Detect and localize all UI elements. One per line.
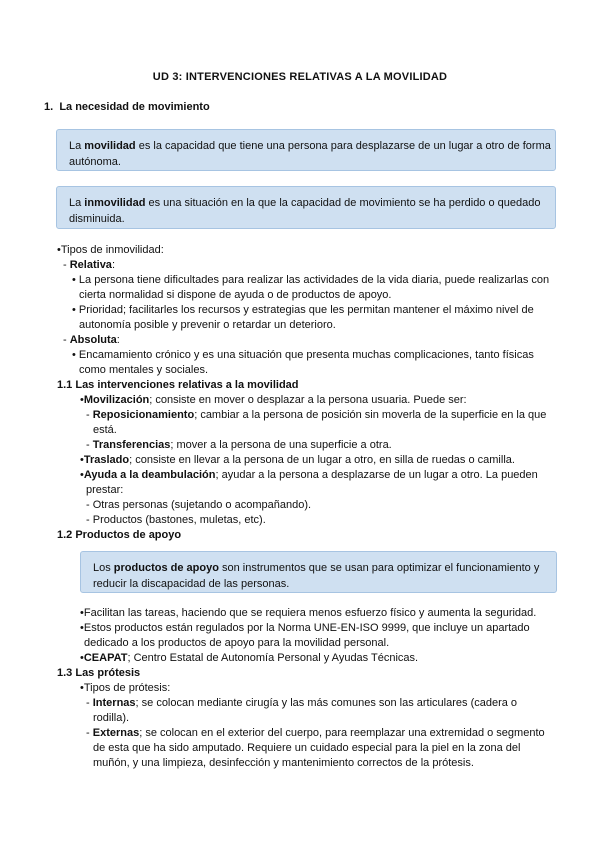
document-title: UD 3: INTERVENCIONES RELATIVAS A LA MOVILIDAD xyxy=(152,71,448,83)
list-item-label: Transferencias xyxy=(92,439,171,451)
list-item: - Otras personas (sujetando o acompañando). xyxy=(86,499,312,511)
list-item-text: Productos (bastones, muletas, etc). xyxy=(92,514,266,526)
list-item-continuation: de esta que ha sido amputado. Requiere un cuidado especial para la piel en la zona del xyxy=(93,742,521,754)
list-item-label: Movilización xyxy=(83,394,150,406)
list-item: - Productos (bastones, muletas, etc). xyxy=(86,514,266,526)
definition-line-2: disminuida. xyxy=(69,213,125,225)
list-item: • Encamamiento crónico y es una situación que presenta muchas complicaciones, tanto físicas xyxy=(72,349,534,361)
list-item-text: ; mover a la persona de una superficie a otra. xyxy=(170,439,392,451)
list-item: • La persona tiene dificultades para realizar las actividades de la vida diaria, puede realizarlas con xyxy=(72,274,550,286)
list-item: - Relativa: xyxy=(63,259,115,271)
list-item-text: La persona tiene dificultades para realizar las actividades de la vida diaria, puede realizarlas con xyxy=(78,274,550,286)
list-item-text: ; consiste en llevar a la persona de un lugar a otro, en silla de ruedas o camilla. xyxy=(129,454,515,466)
definition-line-1 xyxy=(93,560,544,576)
list-item-continuation: dedicado a los productos de apoyo para la movilidad personal. xyxy=(84,637,390,649)
list-item-continuation: está. xyxy=(93,424,117,436)
list-item-label: Internas xyxy=(92,697,136,709)
list-item: •Estos productos están regulados por la Norma UNE-EN-ISO 9999, que incluye un apartado xyxy=(80,622,530,634)
list-item-text: Facilitan las tareas, haciendo que se requiera menos esfuerzo físico y aumenta la seguridad. xyxy=(83,607,537,619)
list-item-text: Estos productos están regulados por la Norma UNE-EN-ISO 9999, que incluye un apartado xyxy=(83,622,530,634)
list-item-label: Reposicionamiento xyxy=(92,409,195,421)
list-item-text: : xyxy=(116,334,120,346)
section-1-heading xyxy=(44,101,210,113)
definition-term: inmovilidad xyxy=(84,197,146,209)
list-item-label: Absoluta xyxy=(69,334,117,346)
list-item-label: Relativa xyxy=(69,259,112,271)
definition-text: es una situación en la que la capacidad de movimiento se ha perdido o quedado xyxy=(145,197,541,209)
list-item: - Absoluta: xyxy=(63,334,120,346)
definition-line-2: reducir la discapacidad de las personas. xyxy=(93,578,290,590)
definition-line-2: autónoma. xyxy=(69,156,121,168)
list-item: • Prioridad; facilitarles los recursos y estrategias que les permitan mantener el máximo nivel de xyxy=(72,304,534,316)
list-item: •Ayuda a la deambulación; ayudar a la persona a desplazarse de un lugar a otro. La pueden xyxy=(80,469,538,481)
list-item-continuation: rodilla). xyxy=(93,712,130,724)
list-item: •CEAPAT; Centro Estatal de Autonomía Personal y Ayudas Técnicas. xyxy=(80,652,419,664)
list-item-text: Tipos de prótesis: xyxy=(83,682,171,694)
definition-pre: La xyxy=(69,140,85,152)
list-item: - Reposicionamiento; cambiar a la persona de posición sin moverla de la superficie en la que xyxy=(86,409,547,421)
list-item-label: Ayuda a la deambulación xyxy=(83,469,216,481)
list-item-label: Externas xyxy=(92,727,140,739)
list-item-text: ; se colocan mediante cirugía y las más comunes son las articulares (cadera o xyxy=(135,697,518,709)
list-item-text: Prioridad; facilitarles los recursos y estrategias que les permitan mantener el máximo nivel de xyxy=(78,304,534,316)
definition-term: movilidad xyxy=(84,140,136,152)
list-item-continuation: cierta normalidad si dispone de ayuda o de productos de apoyo. xyxy=(79,289,392,301)
definition-box-inmovilidad xyxy=(56,186,556,229)
list-item: •Traslado; consiste en llevar a la persona de un lugar a otro, en silla de ruedas o camilla. xyxy=(80,454,515,466)
list-item-text: ; consiste en mover o desplazar a la persona usuaria. Puede ser: xyxy=(149,394,467,406)
list-item-continuation: autonomía posible y prevenir o retardar un deterioro. xyxy=(79,319,336,331)
list-item: - Externas; se colocan en el exterior del cuerpo, para reemplazar una extremidad o segmento xyxy=(86,727,545,739)
definition-text: es la capacidad que tiene una persona para desplazarse de un lugar a otro de forma xyxy=(135,140,551,152)
section-1-1-heading: 1.1 Las intervenciones relativas a la movilidad xyxy=(57,379,299,391)
list-item-continuation: prestar: xyxy=(86,484,124,496)
definition-line-1 xyxy=(69,138,551,154)
section-1-number: 1. xyxy=(44,101,54,113)
definition-text: son instrumentos que se usan para optimizar el funcionamiento y xyxy=(218,562,540,574)
section-1-title: La necesidad de movimiento xyxy=(59,101,210,113)
list-item-text: ; cambiar a la persona de posición sin moverla de la superficie en la que xyxy=(194,409,547,421)
list-item-continuation: muñón, y una limpieza, desinfección y mantenimiento correctos de la prótesis. xyxy=(93,757,474,769)
list-item-label: CEAPAT xyxy=(83,652,128,664)
list-item-text: ; se colocan en el exterior del cuerpo, para reemplazar una extremidad o segmento xyxy=(139,727,545,739)
list-item: •Tipos de inmovilidad: xyxy=(57,244,164,256)
definition-pre: Los xyxy=(93,562,114,574)
list-item-label: Traslado xyxy=(83,454,130,466)
definition-box-productos-apoyo xyxy=(80,551,557,593)
list-item-text: Tipos de inmovilidad: xyxy=(60,244,164,256)
list-item: - Internas; se colocan mediante cirugía y las más comunes son las articulares (cadera o xyxy=(86,697,518,709)
section-1-2-heading: 1.2 Productos de apoyo xyxy=(57,529,182,541)
section-1-3-heading: 1.3 Las prótesis xyxy=(57,667,141,679)
list-item-text: : xyxy=(111,259,115,271)
list-item: •Tipos de prótesis: xyxy=(80,682,171,694)
list-item-text: ; Centro Estatal de Autonomía Personal y Ayudas Técnicas. xyxy=(127,652,419,664)
list-item: •Movilización; consiste en mover o desplazar a la persona usuaria. Puede ser: xyxy=(80,394,467,406)
definition-box-movilidad xyxy=(56,129,556,171)
list-item-text: Encamamiento crónico y es una situación que presenta muchas complicaciones, tanto físicas xyxy=(78,349,534,361)
list-item-text: ; ayudar a la persona a desplazarse de un lugar a otro. La pueden xyxy=(215,469,538,481)
definition-pre: La xyxy=(69,197,85,209)
list-item: •Facilitan las tareas, haciendo que se requiera menos esfuerzo físico y aumenta la seguridad. xyxy=(80,607,537,619)
list-item: - Transferencias; mover a la persona de una superficie a otra. xyxy=(86,439,392,451)
definition-line-1 xyxy=(69,195,543,211)
list-item-continuation: como mentales y sociales. xyxy=(79,364,208,376)
definition-term: productos de apoyo xyxy=(113,562,219,574)
list-item-text: Otras personas (sujetando o acompañando). xyxy=(92,499,312,511)
